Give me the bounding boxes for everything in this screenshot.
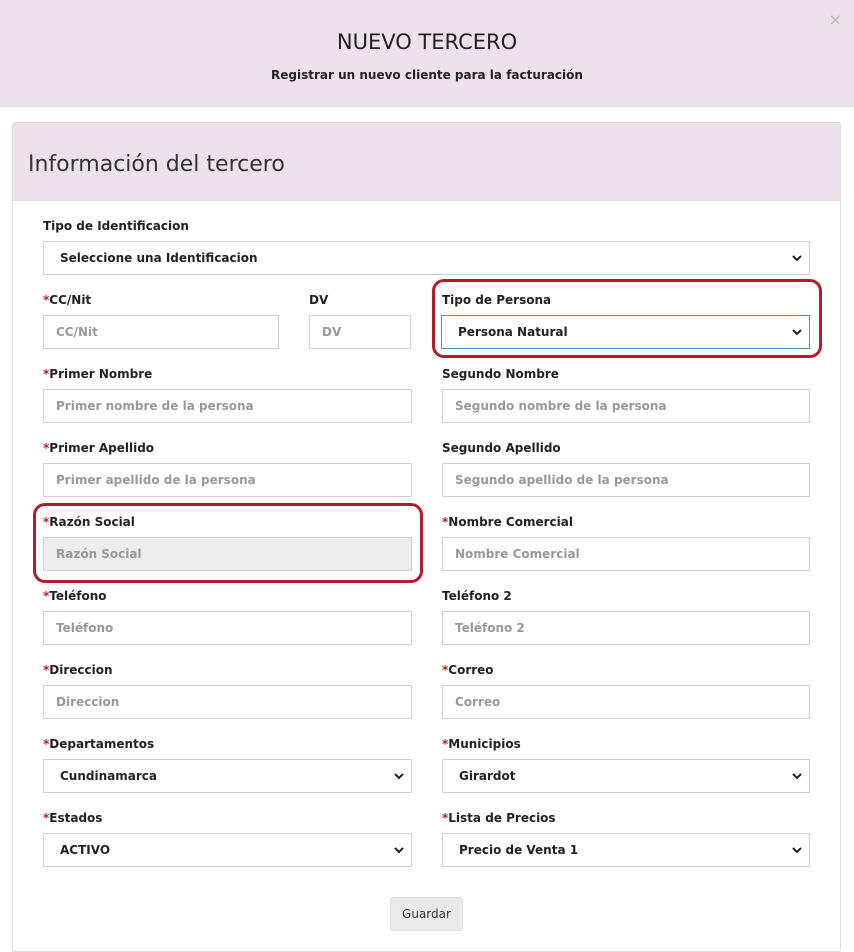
primer-apellido-input[interactable]: Primer apellido de la persona <box>43 463 412 497</box>
modal-subtitle: Registrar un nuevo cliente para la facturación <box>271 68 583 82</box>
segundo-apellido-label: Segundo Apellido <box>442 441 561 455</box>
departamentos-select[interactable]: Cundinamarca <box>43 759 412 793</box>
segundo-nombre-input[interactable]: Segundo nombre de la persona <box>442 389 810 423</box>
nombre-comercial-input[interactable]: Nombre Comercial <box>442 537 810 571</box>
dv-input[interactable]: DV <box>309 315 411 349</box>
cc-nit-input[interactable]: CC/Nit <box>43 315 279 349</box>
card-title: Información del tercero <box>28 152 285 177</box>
razon-social-label: *Razón Social <box>43 515 135 529</box>
estados-select[interactable]: ACTIVO <box>43 833 412 867</box>
modal-title: NUEVO TERCERO <box>336 30 518 54</box>
dv-label: DV <box>309 293 329 307</box>
estados-label: *Estados <box>43 811 103 825</box>
segundo-nombre-label: Segundo Nombre <box>442 367 559 381</box>
tipo-persona-highlight <box>432 279 822 358</box>
lista-precios-select[interactable]: Precio de Venta 1 <box>442 833 810 867</box>
close-icon[interactable]: × <box>828 10 842 29</box>
tipo-identificacion-label: Tipo de Identificacion <box>43 219 189 233</box>
correo-label: *Correo <box>442 663 494 677</box>
departamentos-label: *Departamentos <box>43 737 155 751</box>
correo-input[interactable]: Correo <box>442 685 810 719</box>
chevron-down-icon <box>393 770 405 782</box>
chevron-down-icon <box>791 770 803 782</box>
chevron-down-icon <box>791 252 803 264</box>
nombre-comercial-label: *Nombre Comercial <box>442 515 573 529</box>
municipios-label: *Municipios <box>442 737 521 751</box>
modal-header <box>0 0 854 107</box>
tipo-persona-select[interactable]: Persona Natural <box>441 315 810 349</box>
lista-precios-label: *Lista de Precios <box>442 811 556 825</box>
telefono2-label: Teléfono 2 <box>442 589 512 603</box>
cc-nit-label: *CC/Nit <box>43 293 92 307</box>
razon-social-input[interactable]: Razón Social <box>43 537 412 571</box>
segundo-apellido-input[interactable]: Segundo apellido de la persona <box>442 463 810 497</box>
tipo-persona-label: Tipo de Persona <box>442 293 552 307</box>
primer-nombre-input[interactable]: Primer nombre de la persona <box>43 389 412 423</box>
municipios-select[interactable]: Girardot <box>442 759 810 793</box>
card-header <box>13 123 840 201</box>
direccion-input[interactable]: Direccion <box>43 685 412 719</box>
direccion-label: *Direccion <box>43 663 113 677</box>
razon-social-highlight <box>33 503 423 583</box>
primer-apellido-label: *Primer Apellido <box>43 441 155 455</box>
chevron-down-icon <box>393 844 405 856</box>
tipo-identificacion-select[interactable]: Seleccione una Identificacion <box>43 241 810 275</box>
primer-nombre-label: *Primer Nombre <box>43 367 153 381</box>
save-button[interactable]: Guardar <box>390 897 463 931</box>
telefono-input[interactable]: Teléfono <box>43 611 412 645</box>
chevron-down-icon <box>791 844 803 856</box>
telefono-label: *Teléfono <box>43 589 107 603</box>
telefono2-input[interactable]: Teléfono 2 <box>442 611 810 645</box>
